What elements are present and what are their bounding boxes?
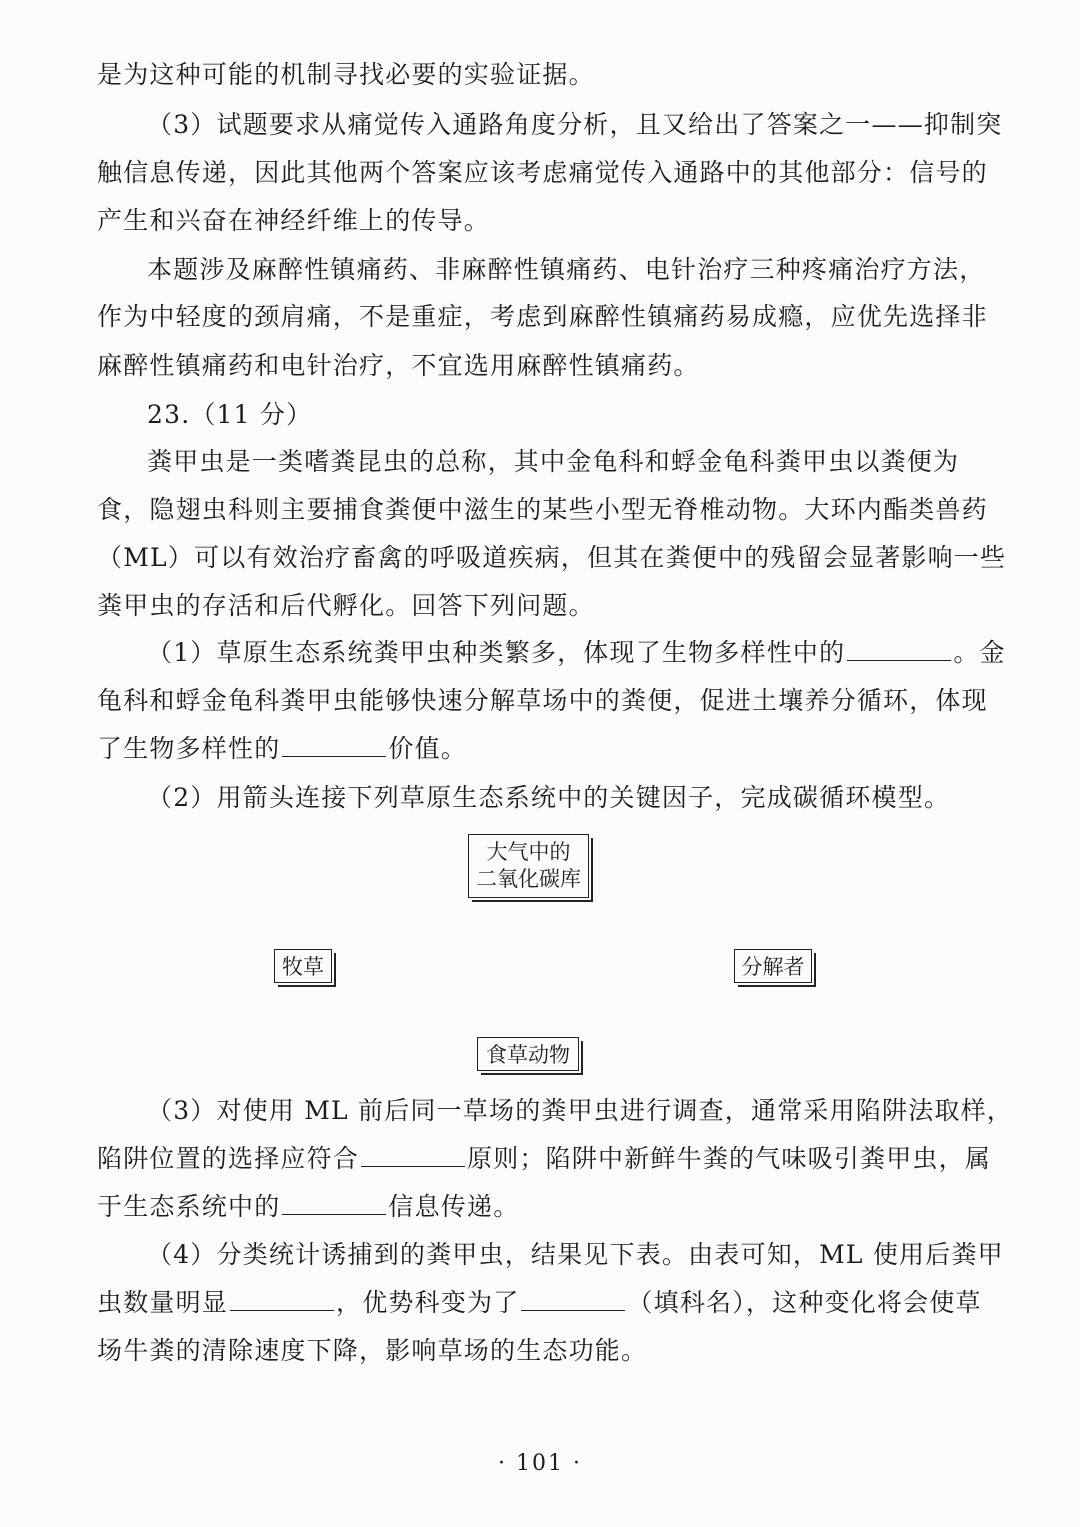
text-segment: 价值。 xyxy=(388,734,468,763)
text-segment: 原则；陷阱中新鲜牛粪的气味吸引粪甲虫，属 xyxy=(467,1144,992,1173)
text-line: （ML）可以有效治疗畜禽的呼吸道疾病，但其在粪便中的残留会显著影响一些 xyxy=(97,543,1007,572)
text-segment: 。金 xyxy=(953,638,1006,667)
text-line: 作为中轻度的颈肩痛，不是重症，考虑到麻醉性镇痛药易成瘾，应优先选择非 xyxy=(97,302,988,331)
answer-blank[interactable] xyxy=(282,734,386,757)
answer-blank[interactable] xyxy=(230,1288,334,1311)
text-segment: 陷阱位置的选择应符合 xyxy=(97,1144,360,1173)
box-label: 分解者 xyxy=(741,955,805,979)
box-label: 牧草 xyxy=(282,955,324,979)
decomposer-box xyxy=(734,949,812,983)
text-line: 触信息传递，因此其他两个答案应该考虑痛觉传入通路中的其他部分：信号的 xyxy=(97,158,988,187)
answer-blank[interactable] xyxy=(521,1288,625,1311)
text-line: 麻醉性镇痛药和电针治疗，不宜选用麻醉性镇痛药。 xyxy=(97,351,700,380)
text-line: 粪甲虫是一类嗜粪昆虫的总称，其中金龟科和蜉金龟科粪甲虫以粪便为 xyxy=(147,447,960,476)
atmosphere-co2-box xyxy=(468,834,589,898)
box-label: 大气中的 xyxy=(486,840,571,864)
text-line: 食，隐翅虫科则主要捕食粪便中滋生的某些小型无脊椎动物。大环内酯类兽药 xyxy=(97,495,988,524)
text-line xyxy=(97,1190,987,1224)
answer-blank[interactable] xyxy=(282,1192,386,1215)
herbivore-box xyxy=(477,1037,579,1071)
text-line xyxy=(97,1142,992,1176)
text-line: 场牛粪的清除速度下降，影响草场的生态功能。 xyxy=(97,1336,648,1365)
text-line: （3）对使用 ML 前后同一草场的粪甲虫进行调查，通常采用陷阱法取样， xyxy=(147,1096,1014,1125)
text-line: 产生和兴奋在神经纤维上的传导。 xyxy=(97,206,491,235)
text-segment: 信息传递。 xyxy=(388,1192,520,1221)
box-label: 二氧化碳库 xyxy=(476,867,581,891)
answer-blank[interactable] xyxy=(847,638,951,661)
text-line xyxy=(97,732,987,766)
box-label: 食草动物 xyxy=(486,1043,570,1067)
text-line: （4）分类统计诱捕到的粪甲虫，结果见下表。由表可知，ML 使用后粪甲 xyxy=(147,1240,1004,1269)
text-line: （3）试题要求从痛觉传入通路角度分析，且又给出了答案之一——抑制突 xyxy=(147,110,1003,139)
text-segment: 于生态系统中的 xyxy=(97,1192,281,1221)
text-line: （2）用箭头连接下列草原生态系统中的关键因子，完成碳循环模型。 xyxy=(147,783,951,812)
text-segment: 了生物多样性的 xyxy=(97,734,281,763)
text-segment: ，优势科变为了 xyxy=(336,1288,520,1317)
answer-blank[interactable] xyxy=(361,1144,465,1167)
text-line: 本题涉及麻醉性镇痛药、非麻醉性镇痛药、电针治疗三种疼痛治疗方法， xyxy=(147,255,986,284)
text-line: 是为这种可能的机制寻找必要的实验证据。 xyxy=(97,60,595,89)
grass-box xyxy=(274,949,332,983)
text-line: 粪甲虫的存活和后代孵化。回答下列问题。 xyxy=(97,591,595,620)
text-segment: （1）草原生态系统粪甲虫种类繁多，体现了生物多样性中的 xyxy=(147,638,846,667)
text-segment: （填科名），这种变化将会使草 xyxy=(627,1288,982,1317)
text-line xyxy=(147,636,1006,670)
question-header: 23.（11 分） xyxy=(147,400,313,429)
text-segment: 虫数量明显 xyxy=(97,1288,229,1317)
text-line xyxy=(97,1286,987,1320)
text-line: 龟科和蜉金龟科粪甲虫能够快速分解草场中的粪便，促进土壤养分循环，体现 xyxy=(97,686,988,715)
page-number: · 101 · xyxy=(498,1451,582,1476)
